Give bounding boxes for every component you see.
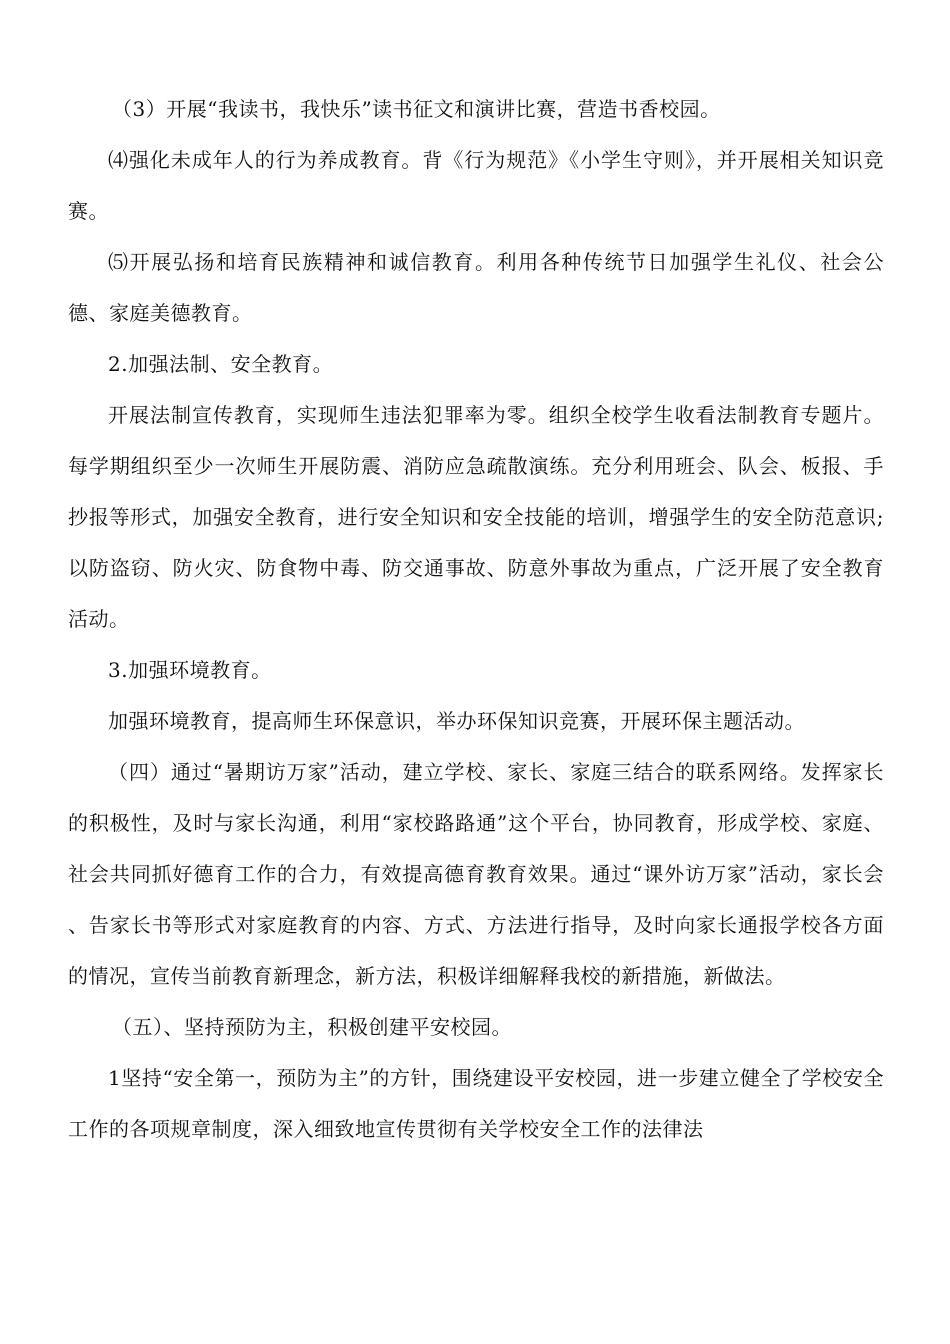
paragraph-environment: 加强环境教育，提高师生环保意识，举办环保知识竞赛，开展环保主题活动。 bbox=[108, 709, 805, 733]
paragraph-national-spirit: ⑸开展弘扬和培育民族精神和诚信教育。利用各种传统节日加强学生礼仪、社会公德、家庭美德教育。 bbox=[68, 250, 884, 325]
paragraph-safety-first: 1坚持“安全第一，预防为主”的方针，围绕建设平安校园，进一步建立健全了学校安全工作的各项规章制度，深入细致地宣传贯彻有关学校安全工作的法律法 bbox=[68, 1066, 884, 1141]
heading-prevention: （五）、坚持预防为主，积极创建平安校园。 bbox=[112, 1015, 512, 1039]
heading-environment: 3.加强环境教育。 bbox=[108, 658, 272, 682]
paragraph-legal-safety: 开展法制宣传教育，实现师生违法犯罪率为零。组织全校学生收看法制教育专题片。每学期组织至少一次师生开展防震、消防应急疏散演练。充分利用班会、队会、板报、手抄报等形式，加强安全教育，进行安全知识和安全技能的培训，增强学生的安全防范意识;以防盗窃、防火灾、防食物中毒、防交通事故、防意外事故为重点，广泛开展了安全教育活动。 bbox=[68, 403, 884, 631]
heading-legal-safety: 2.加强法制、安全教育。 bbox=[108, 352, 334, 376]
paragraph-home-visits: （四）通过“暑期访万家”活动，建立学校、家长、家庭三结合的联系网络。发挥家长的积极性，及时与家长沟通，利用“家校路路通”这个平台，协同教育，形成学校、家庭、社会共同抓好德育工作的合力，有效提高德育教育效果。通过“课外访万家”活动，家长会 、告家长书等形式对家庭教育的内容、方式、方法进行指导，及时向家长通报学校各方面的情况，宣传当前教育新理念，新方法，积极详细解释我校的新措施，新做法。 bbox=[68, 760, 884, 988]
document-body bbox=[68, 84, 884, 1155]
paragraph-reading-contest: （3）开展“我读书，我快乐”读书征文和演讲比赛，营造书香校园。 bbox=[112, 97, 721, 121]
paragraph-behavior-education: ⑷强化未成年人的行为养成教育。背《行为规范》《小学生守则》，并开展相关知识竞赛。 bbox=[68, 148, 884, 223]
